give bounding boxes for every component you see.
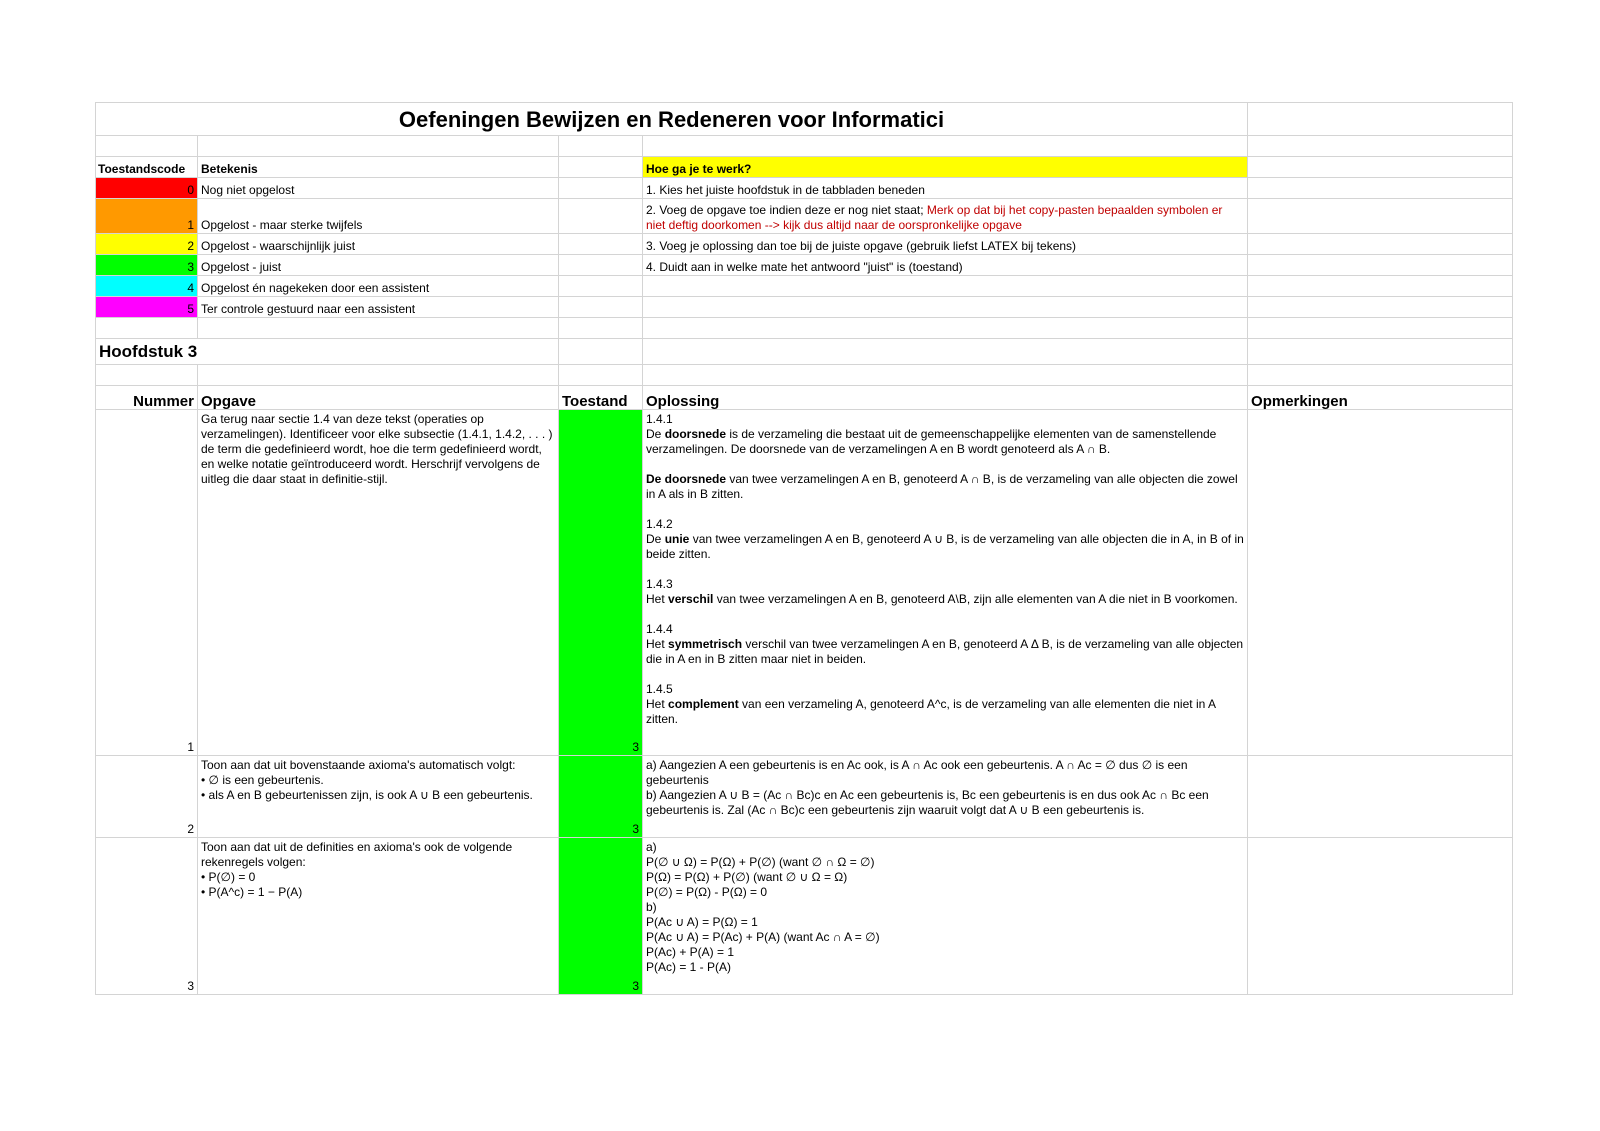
exercise-oplossing-cell[interactable] — [643, 756, 1248, 838]
column-header-toestand: Toestand — [559, 386, 643, 410]
exercise-opmerkingen-cell[interactable] — [1248, 410, 1513, 756]
exercise-toestand: 3 — [632, 979, 639, 993]
empty-cell[interactable] — [96, 365, 198, 386]
solution-line: P(∅ ∪ Ω) = P(Ω) + P(∅) (want ∅ ∩ Ω = ∅) — [646, 855, 875, 869]
solution-section-number: 1.4.4 — [646, 622, 673, 636]
solution-line: P(Ac ∪ A) = P(Ω) = 1 — [646, 915, 758, 929]
solution-paragraph — [646, 682, 1244, 727]
legend-label-1: Opgelost - maar sterke twijfels — [198, 199, 559, 234]
exercise-opmerkingen-cell[interactable] — [1248, 838, 1513, 995]
exercise-opgave-cell[interactable] — [198, 838, 559, 995]
exercise-number: 3 — [187, 979, 194, 993]
spreadsheet-table — [95, 102, 1513, 995]
legend-code-2: 2 — [96, 234, 198, 255]
howto-step-3: 3. Voeg je oplossing dan toe bij de juiste opgave (gebruik liefst LATEX bij tekens) — [643, 234, 1248, 255]
solution-text: van twee verzamelingen A en B, genoteerd A\B, zijn alle elementen van A die niet in B voorkomen. — [713, 592, 1238, 606]
exercise-number-cell[interactable] — [96, 410, 198, 756]
solution-line: P(Ω) = P(Ω) + P(∅) (want ∅ ∪ Ω = Ω) — [646, 870, 848, 884]
solution-paragraph — [646, 622, 1244, 667]
legend-label-5: Ter controle gestuurd naar een assistent — [198, 297, 559, 318]
empty-cell[interactable] — [1248, 103, 1513, 136]
exercise-opmerkingen-cell[interactable] — [1248, 756, 1513, 838]
howto-step-1: 1. Kies het juiste hoofdstuk in de tabbladen beneden — [643, 178, 1248, 199]
empty-cell[interactable] — [1248, 178, 1513, 199]
chapter-title: Hoofdstuk 3 — [96, 339, 559, 365]
solution-section-number: 1.4.5 — [646, 682, 673, 696]
empty-cell[interactable] — [1248, 297, 1513, 318]
exercise-opgave-cell[interactable] — [198, 756, 559, 838]
empty-cell[interactable] — [643, 136, 1248, 157]
exercise-toestand-cell[interactable] — [559, 756, 643, 838]
exercise-row-1 — [96, 410, 1513, 756]
empty-cell[interactable] — [96, 318, 198, 339]
empty-cell[interactable] — [559, 157, 643, 178]
column-header-nummer: Nummer — [96, 386, 198, 410]
column-header-oplossing: Oplossing — [643, 386, 1248, 410]
solution-term: complement — [668, 697, 739, 711]
solution-section-number: 1.4.1 — [646, 412, 673, 426]
empty-cell[interactable] — [643, 339, 1248, 365]
legend-code-0: 0 — [96, 178, 198, 199]
exercise-number: 2 — [187, 822, 194, 836]
legend-header-meaning: Betekenis — [198, 157, 559, 178]
exercise-toestand-cell[interactable] — [559, 410, 643, 756]
solution-text: Het — [646, 592, 669, 606]
howto-step-2 — [643, 199, 1248, 234]
empty-cell[interactable] — [559, 234, 643, 255]
empty-cell[interactable] — [1248, 318, 1513, 339]
solution-term: De doorsnede — [646, 472, 727, 486]
solution-text: verschil van twee verzamelingen A en B, genoteerd A Δ B, is de verzameling van alle objecten die in A en in B zitten maar niet in beiden. — [646, 637, 1244, 666]
opgave-line: • ∅ is een gebeurtenis. — [201, 773, 324, 787]
solution-line: P(Ac ∪ A) = P(Ac) + P(A) (want Ac ∩ A = ∅) — [646, 930, 880, 944]
solution-line: P(Ac) + P(A) = 1 — [646, 945, 735, 959]
exercise-number-cell[interactable] — [96, 756, 198, 838]
solution-text: van twee verzamelingen A en B, genoteerd A ∩ B, is de verzameling van alle objecten die zowel in A als in B zitten. — [646, 472, 1238, 501]
exercise-row-3 — [96, 838, 1513, 995]
exercise-row-2 — [96, 756, 1513, 838]
empty-cell[interactable] — [198, 136, 559, 157]
legend-code-3: 3 — [96, 255, 198, 276]
legend-label-3: Opgelost - juist — [198, 255, 559, 276]
spreadsheet — [95, 102, 1512, 995]
legend-code-4: 4 — [96, 276, 198, 297]
legend-code-5: 5 — [96, 297, 198, 318]
column-header-opmerkingen: Opmerkingen — [1248, 386, 1513, 410]
sheet-title: Oefeningen Bewijzen en Redeneren voor Informatici — [96, 103, 1248, 136]
exercise-oplossing-cell[interactable] — [643, 838, 1248, 995]
exercise-toestand-cell[interactable] — [559, 838, 643, 995]
exercise-number: 1 — [187, 740, 194, 754]
solution-text: De — [646, 532, 665, 546]
empty-cell[interactable] — [643, 318, 1248, 339]
empty-cell[interactable] — [559, 276, 643, 297]
solution-text: is de verzameling die bestaat uit de gemeenschappelijke elementen van de samenstellende verzamelingen. De doorsnede van de verzamelingen A en B wordt genoteerd als A ∩ B. — [646, 427, 1217, 456]
legend-code-1: 1 — [96, 199, 198, 234]
solution-line: P(Ac) = 1 - P(A) — [646, 960, 732, 974]
empty-cell[interactable] — [559, 318, 643, 339]
solution-text: De — [646, 427, 665, 441]
legend-header-code: Toestandscode — [96, 157, 198, 178]
solution-term: unie — [664, 532, 690, 546]
solution-section-number: 1.4.3 — [646, 577, 673, 591]
empty-cell[interactable] — [198, 365, 559, 386]
solution-line: b) — [646, 900, 657, 914]
empty-cell[interactable] — [559, 365, 643, 386]
howto-step-2-warning: Merk op dat bij het copy-pasten bepaalden symbolen er niet deftig doorkomen --> kijk dus altijd naar de oorspronkelijke opgave — [646, 203, 1223, 232]
empty-cell[interactable] — [1248, 234, 1513, 255]
solution-paragraph — [646, 412, 1244, 457]
solution-text: Het — [646, 697, 669, 711]
empty-cell[interactable] — [1248, 199, 1513, 234]
opgave-line: • P(∅) = 0 — [201, 870, 256, 884]
empty-cell[interactable] — [96, 136, 198, 157]
empty-cell[interactable] — [559, 178, 643, 199]
empty-cell[interactable] — [559, 297, 643, 318]
opgave-line: • P(A^c) = 1 − P(A) — [201, 885, 303, 899]
exercise-number-cell[interactable] — [96, 838, 198, 995]
empty-cell[interactable] — [198, 318, 559, 339]
exercise-opgave: Ga terug naar sectie 1.4 van deze tekst (operaties op verzamelingen). Identificeer voor elke subsectie (1.4.1, 1.4.2, . . . ) de term die gedefinieerd wordt, hoe die term gedefinieerd wordt, en welke notatie geïntroduceerd wordt. Herschrijf vervolgens de uitleg die daar staat in definitie-stijl. — [201, 412, 553, 486]
empty-cell[interactable] — [559, 136, 643, 157]
legend-label-0: Nog niet opgelost — [198, 178, 559, 199]
empty-cell[interactable] — [1248, 339, 1513, 365]
exercise-oplossing-cell[interactable] — [643, 410, 1248, 756]
exercise-opgave-cell[interactable] — [198, 410, 559, 756]
solution-text: van een verzameling A, genoteerd A^c, is de verzameling van alle elementen die niet in A zitten. — [646, 697, 1216, 726]
empty-cell[interactable] — [1248, 255, 1513, 276]
opgave-line: Toon aan dat uit bovenstaande axioma's automatisch volgt: — [201, 758, 516, 772]
howto-header: Hoe ga je te werk? — [643, 157, 1248, 178]
empty-cell[interactable] — [643, 297, 1248, 318]
solution-text: Het — [646, 637, 669, 651]
solution-line: a) Aangezien A een gebeurtenis is en Ac ook, is A ∩ Ac ook een gebeurtenis. A ∩ Ac = ∅ dus ∅ is een gebeurtenis — [646, 758, 1188, 787]
opgave-line: • als A en B gebeurtenissen zijn, is ook A ∪ B een gebeurtenis. — [201, 788, 533, 802]
empty-cell[interactable] — [643, 365, 1248, 386]
howto-step-4: 4. Duidt aan in welke mate het antwoord "juist" is (toestand) — [643, 255, 1248, 276]
solution-paragraph — [646, 472, 1244, 502]
solution-paragraph — [646, 577, 1244, 607]
empty-cell[interactable] — [559, 339, 643, 365]
empty-cell[interactable] — [1248, 276, 1513, 297]
empty-cell[interactable] — [1248, 136, 1513, 157]
solution-term: verschil — [668, 592, 714, 606]
opgave-line: Toon aan dat uit de definities en axioma's ook de volgende rekenregels volgen: — [201, 840, 513, 869]
solution-paragraph — [646, 517, 1244, 562]
howto-step-2-text: 2. Voeg de opgave toe indien deze er nog niet staat; — [646, 203, 927, 217]
legend-label-2: Opgelost - waarschijnlijk juist — [198, 234, 559, 255]
column-header-opgave: Opgave — [198, 386, 559, 410]
solution-section-number: 1.4.2 — [646, 517, 673, 531]
empty-cell[interactable] — [643, 276, 1248, 297]
empty-cell[interactable] — [1248, 157, 1513, 178]
exercise-toestand: 3 — [632, 822, 639, 836]
solution-text: van twee verzamelingen A en B, genoteerd A ∪ B, is de verzameling van alle objecten die in A, in B of in beide zitten. — [646, 532, 1244, 561]
empty-cell[interactable] — [559, 255, 643, 276]
solution-term: doorsnede — [664, 427, 727, 441]
solution-line: b) Aangezien A ∪ B = (Ac ∩ Bc)c en Ac een gebeurtenis is, Bc een gebeurtenis is en dus ook Ac ∩ Bc een gebeurtenis is. Zal (Ac ∩ Bc)c een gebeurtenis zijn waaruit volgt dat A ∪ B een gebeurtenis is. — [646, 788, 1209, 817]
solution-line: P(∅) = P(Ω) - P(Ω) = 0 — [646, 885, 768, 899]
empty-cell[interactable] — [559, 199, 643, 234]
legend-label-4: Opgelost én nagekeken door een assistent — [198, 276, 559, 297]
empty-cell[interactable] — [1248, 365, 1513, 386]
exercise-toestand: 3 — [632, 740, 639, 754]
solution-line: a) — [646, 840, 657, 854]
solution-term: symmetrisch — [668, 637, 743, 651]
